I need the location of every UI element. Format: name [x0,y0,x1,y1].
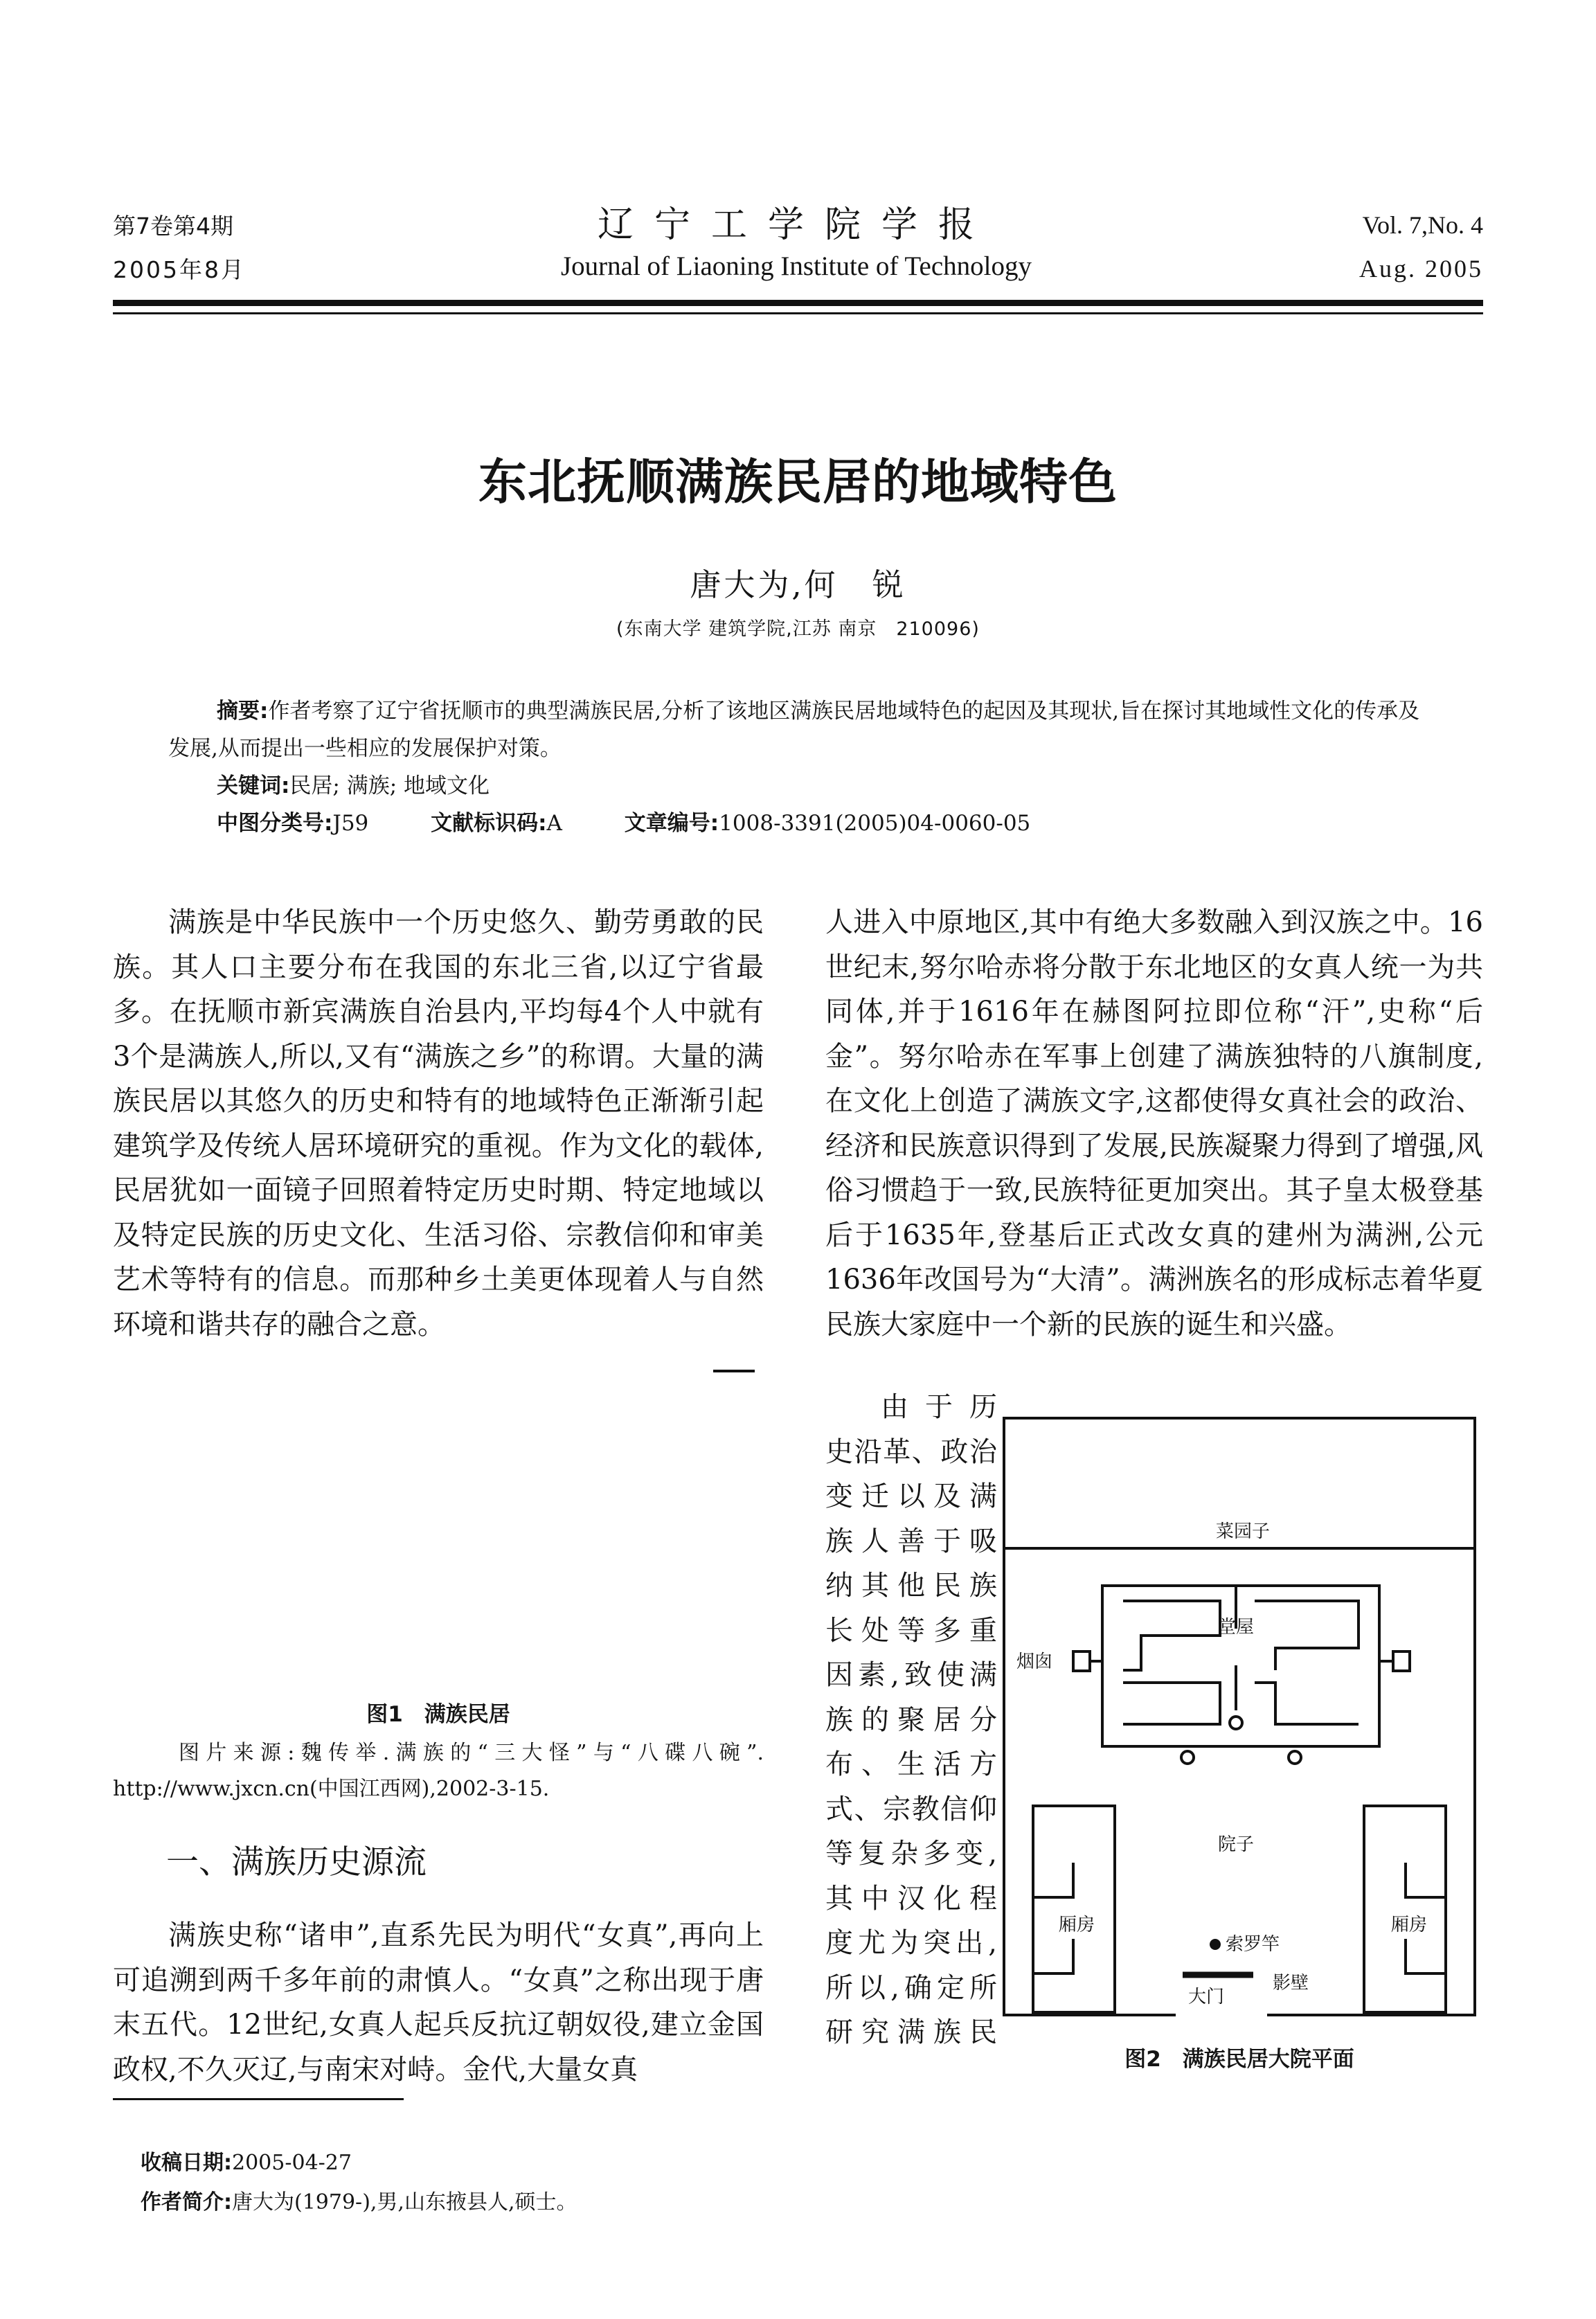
narrow-line: 其中汉化程 [825,1882,997,1915]
label-chimney: 烟囱 [1016,1651,1053,1672]
narrow-line: 度尤为突出, [825,1927,997,1959]
clc-label: 中图分类号: [217,811,333,836]
volume-en: Vol. 7,No. 4 [1362,211,1483,239]
intro-paragraph [113,900,764,1347]
narrow-line: 式、宗教信仰 [825,1793,997,1825]
wing-room-right [1364,1806,1446,2012]
author-bio [141,2185,577,2221]
issue-date-cn: 2005年8月 [113,256,246,283]
wing-room-left [1033,1806,1115,2012]
narrow-line: 布、生活方 [825,1748,997,1780]
narrow-line: 变迁以及满 [825,1480,997,1512]
label-screen-wall: 影壁 [1273,1973,1309,1994]
narrow-line: 研究满族民 [825,2016,997,2048]
chimney-right [1393,1651,1410,1671]
label-garden: 菜园子 [1215,1521,1271,1542]
narrow-line: 史沿革、政治 [825,1435,997,1468]
label-pole: 索罗竿 [1226,1934,1280,1955]
abstract-text: 作者考察了辽宁省抚顺市的典型满族民居,分析了该地区满族民居地域特色的起因及其现状,旨在探讨其地域性文化的传承及发展,从而提出一些相应的发展保护对策。 [168,699,1420,761]
abstract [168,692,1435,767]
narrow-line: 等复杂多变, [825,1838,997,1870]
authors: 唐大为,何 锐 [690,566,906,603]
journal-title-en: Journal of Liaoning Institute of Technology [560,251,1032,281]
narrow-line: 由于历 [881,1391,997,1423]
label-gate: 大门 [1187,1987,1225,2007]
keywords-label: 关键词: [217,773,290,798]
chimney-left [1073,1651,1090,1671]
issue-date-en: Aug. 2005 [1359,255,1483,283]
header-rule-thick [113,300,1483,306]
label-courtyard: 院子 [1217,1834,1255,1855]
history-paragraph [113,1913,764,2092]
narrow-line: 因素,致使满 [825,1659,997,1691]
section-heading: 一、满族历史源流 [166,1843,427,1881]
journal-title-cn: 辽宁工学院学报 [597,204,995,246]
pole-marker [1210,1939,1221,1950]
author-bio-value: 唐大为(1979-),男,山东掖县人,硕士。 [232,2190,577,2214]
history-text: 满族史称“诸申”,直系先民为明代“女真”,再向上可追溯到两千多年前的肃慎人。“女真”之称出现于唐末五代。12世纪,女真人起兵反抗辽朝奴役,建立金国政权,不久灭辽,与南宋对峙。金代,大量女真 [113,1919,764,2086]
clc-value: J59 [332,811,369,836]
figure-1-source: 图片来源:魏传举.满族的“三大怪”与“八碟八碗”. http://www.jxcn.cn(中国江西网),2002-3-15. [113,1741,764,1801]
figure-2-plan [997,1413,1482,2022]
volume-issue: 第7卷第4期 [113,213,233,240]
label-wing-right: 厢房 [1390,1915,1428,1935]
received-date [141,2145,352,2181]
narrow-text-column [825,1385,997,2055]
abstract-label: 摘要: [217,699,269,724]
figure-2-caption: 图2 满族民居大院平面 [1124,2047,1354,2072]
footnote-rule [113,2098,404,2100]
received-value: 2005-04-27 [232,2151,352,2175]
figure-1-caption: 图1 满族民居 [366,1702,510,1727]
affiliation: (东南大学 建筑学院,江苏 南京 210096) [616,618,980,640]
label-main-hall: 堂屋 [1217,1617,1255,1638]
article-no-label: 文章编号: [624,811,719,836]
classification-line [217,805,1030,842]
label-wing-left: 厢房 [1058,1915,1095,1935]
keywords-text: 民居; 满族; 地域文化 [289,773,490,798]
gate-opening [1176,2009,1267,2019]
keywords [217,767,490,805]
header-rule-thin [113,312,1483,314]
history-continued-text: 人进入中原地区,其中有绝大多数融入到汉族之中。16世纪末,努尔哈赤将分散于东北地区的女真人统一为共同体,并于1616年在赫图阿拉即位称“汗”,史称“后金”。努尔哈赤在军事上创建了满族独特的八旗制度,在文化上创造了满族文字,这都使得女真社会的政治、经济和民族意识得到了发展,民族凝聚力得到了增强,风俗习惯趋于一致,民族特征更加突出。其子皇太极登基后于1635年,登基后正式改女真的建州为满洲,公元1636年改国号为“大清”。满洲族名的形成标志着华夏民族大家庭中一个新的民族的诞生和兴盛。 [825,906,1483,1341]
narrow-line: 族人善于吸 [825,1525,997,1557]
article-title: 东北抚顺满族民居的地域特色 [478,454,1118,510]
doc-code-label: 文献标识码: [431,811,547,836]
narrow-line: 族的聚居分 [825,1703,997,1736]
narrow-line: 所以,确定所 [825,1971,997,2004]
narrow-line: 纳其他民族 [825,1570,997,1602]
paragraph-end-dash [713,1370,755,1372]
article-no-value: 1008-3391(2005)04-0060-05 [719,811,1031,836]
history-continued [825,900,1483,1347]
author-bio-label: 作者简介: [141,2190,232,2214]
intro-text: 满族是中华民族中一个历史悠久、勤劳勇敢的民族。其人口主要分布在我国的东北三省,以辽宁省最多。在抚顺市新宾满族自治县内,平均每4个人中就有3个是满族人,所以,又有“满族之乡”的称谓。大量的满族民居以其悠久的历史和特有的地域特色正渐渐引起建筑学及传统人居环境研究的重视。作为文化的载体,民居犹如一面镜子回照着特定历史时期、特定地域以及特定民族的历史文化、生活习俗、宗教信仰和审美艺术等特有的信息。而那种乡土美更体现着人与自然环境和谐共存的融合之意。 [113,906,764,1341]
received-label: 收稿日期: [141,2151,232,2175]
doc-code-value: A [546,811,562,836]
narrow-line: 长处等多重 [825,1614,997,1647]
